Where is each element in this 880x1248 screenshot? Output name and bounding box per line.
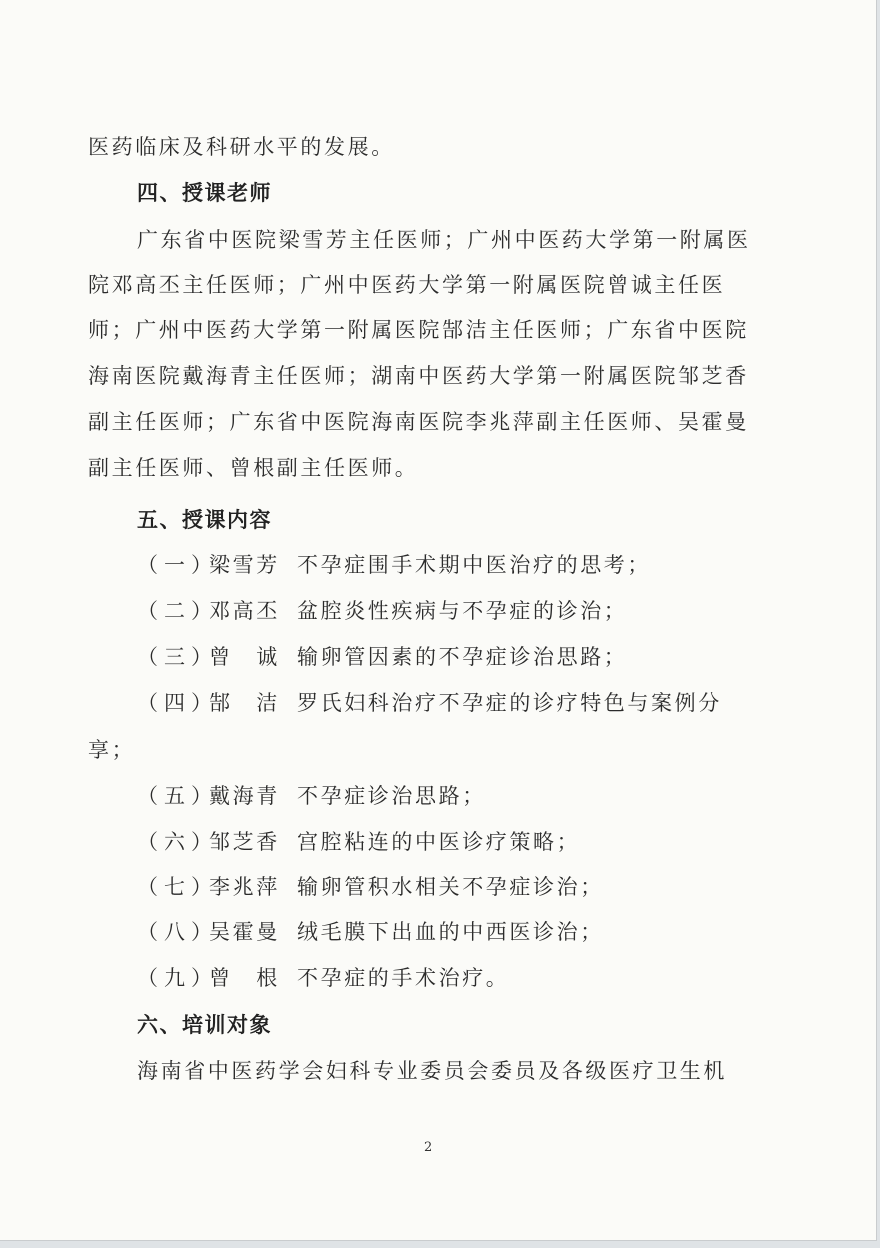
course-item-teacher: 梁雪芳 <box>209 553 280 577</box>
course-item-topic: 输卵管因素的不孕症诊治思路； <box>297 645 628 669</box>
course-item-topic: 不孕症诊治思路； <box>297 784 486 808</box>
course-item-number: （二） <box>137 599 218 623</box>
course-item-number: （三） <box>137 645 218 669</box>
section-6-line-1: 海南省中医药学会妇科专业委员会委员及各级医疗卫生机 <box>137 1059 727 1083</box>
course-item <box>137 555 651 576</box>
course-item <box>137 922 604 943</box>
course-item-4-continuation: 享； <box>88 738 136 762</box>
course-item-topic: 不孕症的手术治疗。 <box>297 966 510 990</box>
course-item-number: （四） <box>137 691 218 715</box>
section-4-line-4: 海南医院戴海青主任医师；湖南中医药大学第一附属医院邹芝香 <box>88 364 749 388</box>
course-item-teacher: 吴霍曼 <box>209 920 280 944</box>
course-item-topic: 不孕症围手术期中医治疗的思考； <box>297 553 651 577</box>
section-4-line-5: 副主任医师；广东省中医院海南医院李兆萍副主任医师、吴霍曼 <box>88 410 749 434</box>
course-item-topic: 盆腔炎性疾病与不孕症的诊治； <box>297 599 628 623</box>
section-4-line-1: 广东省中医院梁雪芳主任医师；广州中医药大学第一附属医 <box>137 228 751 252</box>
course-item <box>137 877 604 898</box>
course-item-teacher: 戴海青 <box>209 784 280 808</box>
section-4-heading: 四、授课老师 <box>137 181 272 205</box>
page-number: 2 <box>424 1140 433 1155</box>
course-item-topic: 宫腔粘连的中医诊疗策略； <box>297 830 581 854</box>
section-4-line-3: 师；广州中医药大学第一附属医院郜洁主任医师；广东省中医院 <box>88 318 749 342</box>
course-item-teacher: 邓高丕 <box>209 599 280 623</box>
section-4-line-2: 院邓高丕主任医师；广州中医药大学第一附属医院曾诚主任医 <box>88 273 726 297</box>
section-4-line-6: 副主任医师、曾根副主任医师。 <box>88 456 419 480</box>
section-6-heading: 六、培训对象 <box>137 1013 272 1037</box>
course-item-topic: 绒毛膜下出血的中西医诊治； <box>297 920 604 944</box>
course-item-number: （七） <box>137 875 218 899</box>
course-item-number: （九） <box>137 966 218 990</box>
course-item-number: （八） <box>137 920 218 944</box>
course-item-teacher: 郜 洁 <box>209 691 280 715</box>
course-item <box>137 693 722 714</box>
course-item-teacher: 邹芝香 <box>209 830 280 854</box>
course-item <box>137 647 627 668</box>
course-item <box>137 601 627 622</box>
course-item <box>137 968 509 989</box>
course-item <box>137 786 486 807</box>
course-item-topic: 输卵管积水相关不孕症诊治； <box>297 875 604 899</box>
course-item-number: （六） <box>137 830 218 854</box>
intro-tail-text: 医药临床及科研水平的发展。 <box>88 135 395 159</box>
course-item <box>137 832 580 853</box>
course-item-topic: 罗氏妇科治疗不孕症的诊疗特色与案例分 <box>297 691 722 715</box>
course-item-teacher: 李兆萍 <box>209 875 280 899</box>
course-item-number: （一） <box>137 553 218 577</box>
course-item-teacher: 曾 诚 <box>209 645 280 669</box>
course-item-teacher: 曾 根 <box>209 966 280 990</box>
course-item-number: （五） <box>137 784 218 808</box>
section-5-heading: 五、授课内容 <box>137 508 272 532</box>
